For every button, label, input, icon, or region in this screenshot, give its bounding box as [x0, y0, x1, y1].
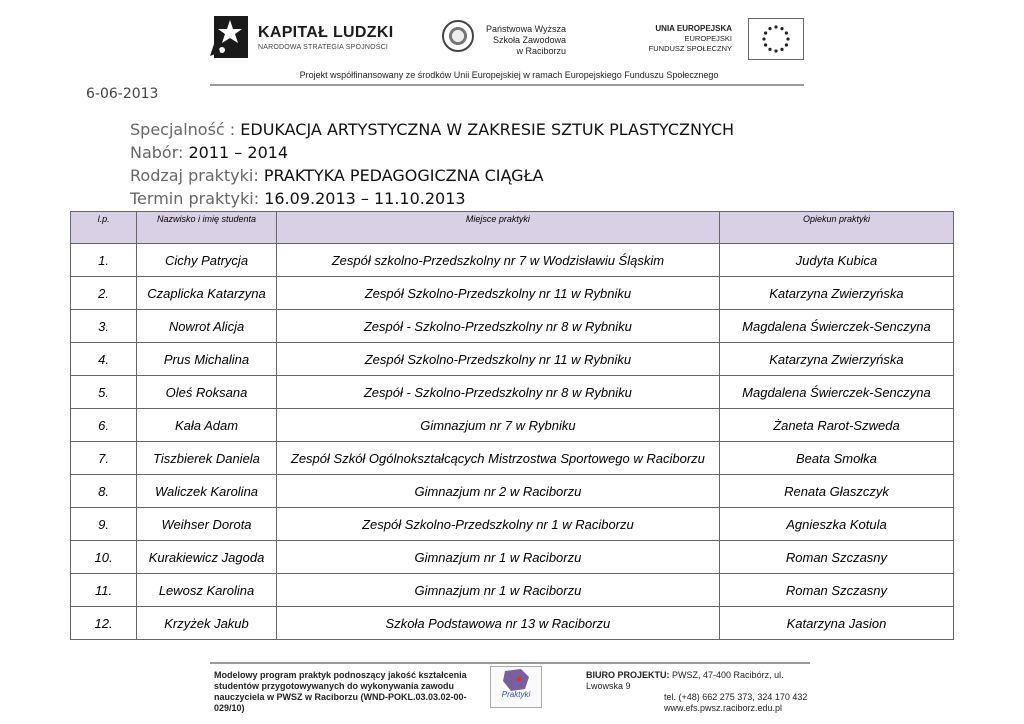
- eu-flag-icon: [748, 18, 804, 60]
- rodzaj-line: Rodzaj praktyki: PRAKTYKA PEDAGOGICZNA CIĄGŁA: [130, 166, 544, 185]
- cell-supervisor: Agnieszka Kotula: [719, 508, 953, 541]
- col-header-student: Nazwisko i imię studenta: [137, 212, 277, 244]
- cell-lp: 3.: [71, 310, 137, 343]
- cell-lp: 10.: [71, 541, 137, 574]
- table-row: [71, 244, 954, 277]
- table-row: [71, 409, 954, 442]
- pwsz-name: Państwowa Wyższa Szkoła Zawodowa w Raciborzu: [486, 24, 566, 56]
- cell-student: Kała Adam: [137, 409, 277, 442]
- cell-student: Tiszbierek Daniela: [137, 442, 277, 475]
- col-header-supervisor: Opiekun praktyki: [719, 212, 953, 244]
- cell-place: Szkoła Podstawowa nr 13 w Raciborzu: [276, 607, 719, 640]
- cell-student: Waliczek Karolina: [137, 475, 277, 508]
- cell-place: Zespół szkolno-Przedszkolny nr 7 w Wodzisławiu Śląskim: [276, 244, 719, 277]
- students-table: [70, 211, 954, 640]
- cell-supervisor: Żaneta Rarot-Szweda: [719, 409, 953, 442]
- kapital-ludzki-title: KAPITAŁ LUDZKI: [258, 24, 394, 41]
- kapital-ludzki-logo: [208, 12, 252, 62]
- header-logos: [208, 10, 808, 70]
- table-row: [71, 574, 954, 607]
- table-row: [71, 541, 954, 574]
- cell-lp: 4.: [71, 343, 137, 376]
- pwsz-seal-icon: [442, 20, 474, 52]
- cell-lp: 7.: [71, 442, 137, 475]
- cell-place: Zespół - Szkolno-Przedszkolny nr 8 w Rybniku: [276, 310, 719, 343]
- cell-supervisor: Katarzyna Zwierzyńska: [719, 343, 953, 376]
- cell-lp: 2.: [71, 277, 137, 310]
- document-date: 6-06-2013: [86, 86, 159, 102]
- cell-place: Zespół Szkolno-Przedszkolny nr 11 w Rybniku: [276, 277, 719, 310]
- cell-student: Weihser Dorota: [137, 508, 277, 541]
- cell-place: Zespół - Szkolno-Przedszkolny nr 8 w Rybniku: [276, 376, 719, 409]
- cell-place: Zespół Szkolno-Przedszkolny nr 1 w Raciborzu: [276, 508, 719, 541]
- cell-supervisor: Roman Szczasny: [719, 574, 953, 607]
- table-row: [71, 277, 954, 310]
- cell-place: Gimnazjum nr 7 w Rybniku: [276, 409, 719, 442]
- footer-divider: [210, 662, 810, 664]
- cell-place: Zespół Szkolno-Przedszkolny nr 11 w Rybniku: [276, 343, 719, 376]
- cell-supervisor: Renata Głaszczyk: [719, 475, 953, 508]
- cell-lp: 5.: [71, 376, 137, 409]
- cell-student: Czaplicka Katarzyna: [137, 277, 277, 310]
- cell-place: Gimnazjum nr 2 w Raciborzu: [276, 475, 719, 508]
- cell-supervisor: Beata Smołka: [719, 442, 953, 475]
- cell-lp: 1.: [71, 244, 137, 277]
- cell-supervisor: Katarzyna Zwierzyńska: [719, 277, 953, 310]
- footer-project-office: BIURO PROJEKTU: PWSZ, 47-400 Racibórz, ul. Lwowska 9 tel. (+48) 662 275 373, 324 170 432 www.efs.pwsz.raciborz.edu.pl: [586, 670, 808, 713]
- table-row: [71, 343, 954, 376]
- header-divider: [210, 84, 804, 86]
- cell-student: Nowrot Alicja: [137, 310, 277, 343]
- cell-student: Oleś Roksana: [137, 376, 277, 409]
- cell-lp: 8.: [71, 475, 137, 508]
- cell-student: Cichy Patrycja: [137, 244, 277, 277]
- table-row: [71, 475, 954, 508]
- cell-place: Zespół Szkół Ogólnokształcących Mistrzostwa Sportowego w Raciborzu: [276, 442, 719, 475]
- cell-lp: 12.: [71, 607, 137, 640]
- cell-student: Krzyżek Jakub: [137, 607, 277, 640]
- nabor-line: Nabór: 2011 – 2014: [130, 143, 289, 162]
- cell-lp: 11.: [71, 574, 137, 607]
- table-row: [71, 442, 954, 475]
- practice-info: [130, 118, 734, 210]
- praktyki-logo: Praktyki: [490, 666, 542, 708]
- cell-lp: 9.: [71, 508, 137, 541]
- table-row: [71, 310, 954, 343]
- termin-line: Termin praktyki: 16.09.2013 – 11.10.2013: [130, 189, 466, 208]
- cell-supervisor: Katarzyna Jasion: [719, 607, 953, 640]
- col-header-place: Miejsce praktyki: [276, 212, 719, 244]
- cell-place: Gimnazjum nr 1 w Raciborzu: [276, 541, 719, 574]
- footer-program-description: Modelowy program praktyk podnoszący jakość kształcenia studentów przygotowywanych do wykonywania zawodu nauczyciela w PWSZ w Raciborzu (WND-POKL.03.03.02-00-029/10): [214, 670, 467, 713]
- col-header-lp: l.p.: [71, 212, 137, 244]
- table-row: [71, 508, 954, 541]
- ue-label: UNIA EUROPEJSKA EUROPEJSKI FUNDUSZ SPOŁECZNY: [648, 24, 732, 53]
- cell-student: Prus Michalina: [137, 343, 277, 376]
- cell-supervisor: Judyta Kubica: [719, 244, 953, 277]
- kapital-ludzki-subtitle: NARODOWA STRATEGIA SPÓJNOŚCI: [258, 44, 389, 51]
- cell-student: Lewosz Karolina: [137, 574, 277, 607]
- cell-student: Kurakiewicz Jagoda: [137, 541, 277, 574]
- table-header-row: [71, 212, 954, 244]
- specjalnosc-line: Specjalność : EDUKACJA ARTYSTYCZNA W ZAKRESIE SZTUK PLASTYCZNYCH: [130, 120, 735, 139]
- cell-place: Gimnazjum nr 1 w Raciborzu: [276, 574, 719, 607]
- table-row: [71, 376, 954, 409]
- table-row: [71, 607, 954, 640]
- cell-lp: 6.: [71, 409, 137, 442]
- cell-supervisor: Magdalena Świerczek-Senczyna: [719, 376, 953, 409]
- cell-supervisor: Magdalena Świerczek-Senczyna: [719, 310, 953, 343]
- project-cofinancing-line: Projekt współfinansowany ze środków Unii Europejskiej w ramach Europejskiego Funduszu Społecznego: [299, 70, 719, 80]
- cell-supervisor: Roman Szczasny: [719, 541, 953, 574]
